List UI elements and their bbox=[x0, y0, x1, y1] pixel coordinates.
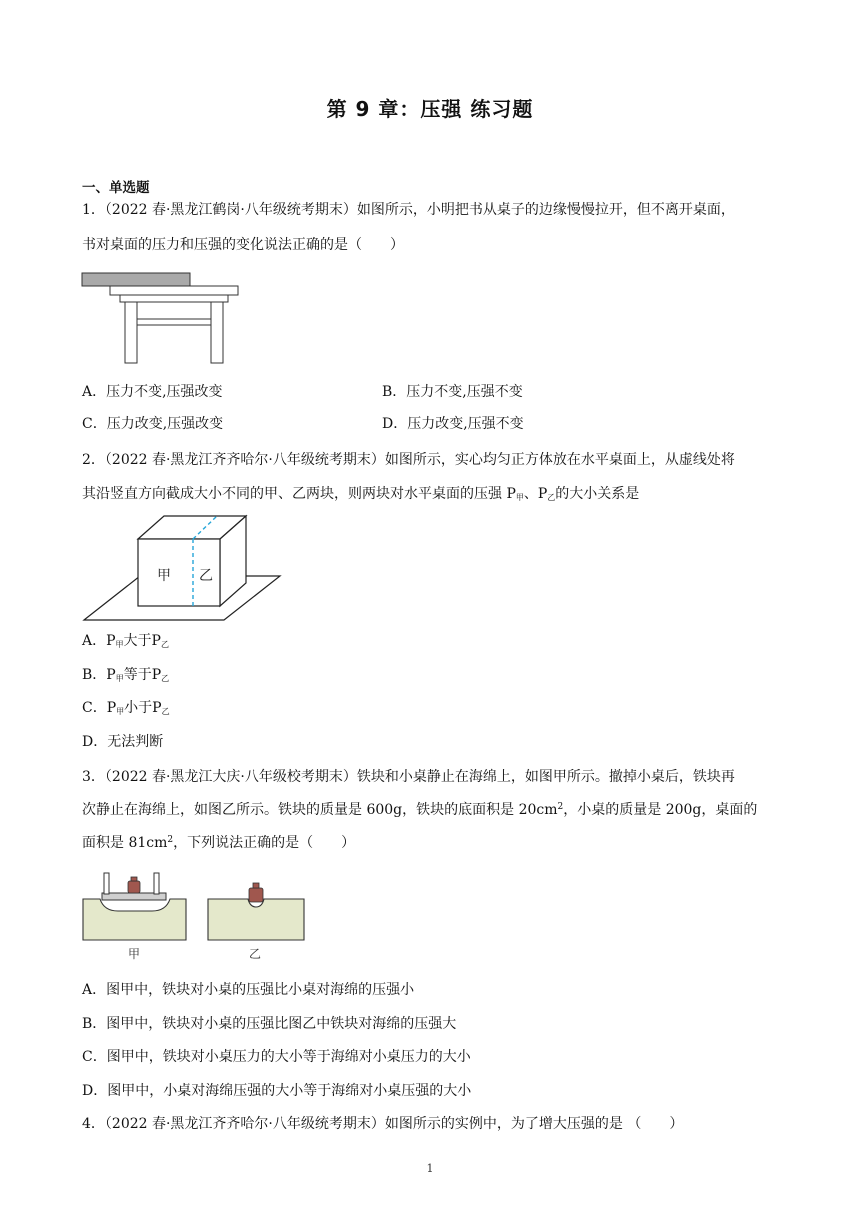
q1-figure-book-on-table bbox=[80, 270, 242, 366]
table-crossbar bbox=[137, 319, 211, 325]
q3-stem-line1: 3．（2022 春·黑龙江大庆·八年级校考期末）铁块和小桌静止在海绵上，如图甲所示。撤掉小桌后，铁块再 bbox=[82, 769, 735, 785]
iron-block-body-yi bbox=[249, 888, 263, 902]
q3-figure-sponge-experiment bbox=[82, 866, 308, 964]
q3-option-b: B．图甲中，铁块对小桌的压强比图乙中铁块对海绵的压强大 bbox=[82, 1016, 457, 1032]
q2-stem-line2: 其沿竖直方向截成大小不同的甲、乙两块，则两块对水平桌面的压强 $P_甲$、$P_乙$的大小关系是 bbox=[82, 486, 640, 502]
q2-option-d: D．无法判断 bbox=[82, 734, 164, 750]
q4-stem-line1: 4．（2022 春·黑龙江齐齐哈尔·八年级统考期末）如图所示的实例中，为了增大压强的是 （ ） bbox=[82, 1116, 684, 1132]
table-apron bbox=[120, 295, 228, 302]
book bbox=[82, 273, 190, 286]
q3-option-a: A．图甲中，铁块对小桌的压强比小桌对海绵的压强小 bbox=[82, 982, 415, 998]
q1-option-a: A．压力不变,压强改变 bbox=[82, 384, 223, 400]
q1-stem-line1: 1．（2022 春·黑龙江鹤岗·八年级统考期末）如图所示，小明把书从桌子的边缘慢慢拉开，但不离开桌面， bbox=[82, 202, 735, 218]
q3-stem-line2: 次静止在海绵上，如图乙所示。铁块的质量是 600g，铁块的底面积是 $20cm^2$，小桌的质量是 200g，桌面的 bbox=[82, 802, 758, 818]
sponge-jia bbox=[83, 899, 186, 940]
page-title: 第 9 章：压强 练习题 bbox=[326, 97, 534, 121]
q1-option-c: C．压力改变,压强改变 bbox=[82, 416, 224, 432]
q3-stem-line3: 面积是 $81cm^2$，下列说法正确的是（ ） bbox=[82, 835, 356, 851]
label-jia: 甲 bbox=[157, 568, 171, 584]
label-yi: 乙 bbox=[249, 947, 262, 961]
q2-option-b: B．$P_甲$等于$P_乙$ bbox=[82, 667, 170, 683]
sponge-yi bbox=[208, 899, 304, 940]
table-leg-right bbox=[211, 302, 223, 363]
table-top bbox=[110, 286, 238, 295]
q2-option-c: C．$P_甲$小于$P_乙$ bbox=[82, 700, 170, 716]
q3-option-d: D．图甲中，小桌对海绵压强的大小等于海绵对小桌压强的大小 bbox=[82, 1083, 472, 1099]
q1-option-d: D．压力改变,压强不变 bbox=[382, 416, 524, 432]
label-jia: 甲 bbox=[128, 947, 141, 961]
iron-block-body-jia bbox=[128, 881, 140, 893]
q2-figure-cube-on-plane bbox=[82, 508, 284, 624]
iron-block-knob-jia bbox=[131, 877, 137, 881]
section-heading: 一、单选题 bbox=[82, 180, 150, 196]
q2-stem-line1: 2．（2022 春·黑龙江齐齐哈尔·八年级统考期末）如图所示，实心均匀正方体放在水平桌面上，从虚线处将 bbox=[82, 452, 735, 468]
iron-block-knob-yi bbox=[253, 883, 259, 888]
label-yi: 乙 bbox=[199, 568, 213, 584]
small-table-leg-right bbox=[154, 873, 159, 894]
q1-stem-line2: 书对桌面的压力和压强的变化说法正确的是（ ） bbox=[82, 237, 404, 253]
q2-option-a: A．$P_甲$大于$P_乙$ bbox=[82, 633, 169, 649]
q1-option-b: B．压力不变,压强不变 bbox=[382, 384, 523, 400]
q3-option-c: C．图甲中，铁块对小桌压力的大小等于海绵对小桌压力的大小 bbox=[82, 1049, 471, 1065]
table-leg-left bbox=[125, 302, 137, 363]
page-number: 1 bbox=[426, 1162, 434, 1175]
small-table-leg-left bbox=[104, 873, 109, 894]
